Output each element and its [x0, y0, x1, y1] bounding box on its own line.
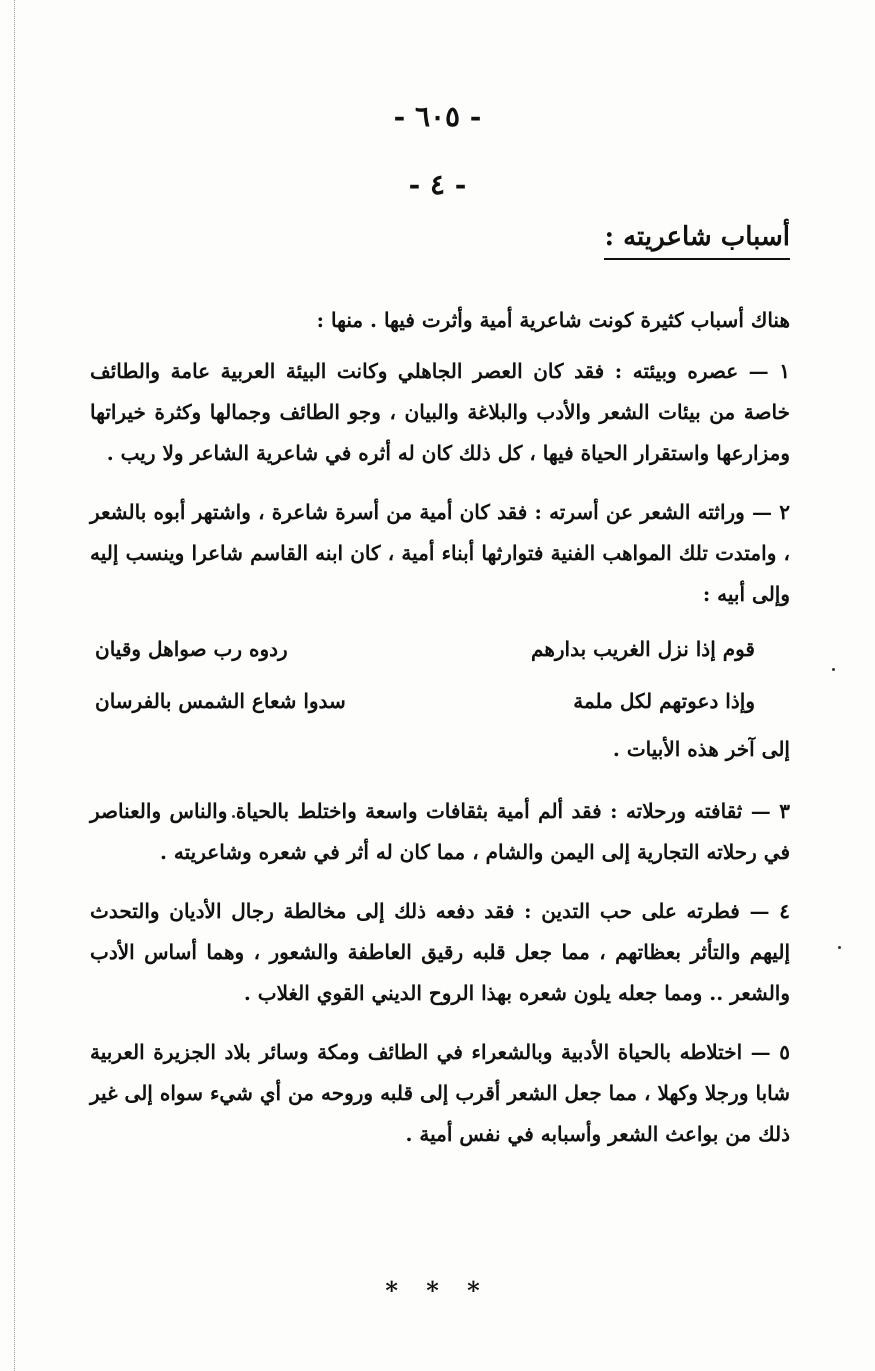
verse-second-hemistich: سدوا شعاع الشمس بالفرسان [95, 689, 346, 713]
section-heading: أسباب شاعريته : [604, 222, 790, 260]
page-number: - ٦٠٥ - [393, 100, 482, 133]
verse-second-hemistich: ردوه رب صواهل وقيان [95, 637, 288, 661]
poem-verse-1 [95, 623, 755, 675]
section-end-asterisks: * * * [385, 1276, 490, 1305]
reason-paragraph-2: ٢ — وراثته الشعر عن أسرته : فقد كان أمية من أسرة شاعرة ، واشتهر أبوه بالشعر ، وامتدت تلك المواهب الفنية فتوارثها أبناء أمية ، كان ابنه القاسم شاعرا وينسب إليه وإلى أبيه : [90, 500, 790, 606]
section-number: - ٤ - [408, 168, 467, 201]
verse-first-hemistich: قوم إذا نزل الغريب بدارهم [531, 637, 755, 661]
poem [95, 623, 790, 771]
scan-edge [0, 0, 15, 1371]
heading-container [190, 222, 790, 260]
poem-verse-2 [95, 675, 755, 727]
scan-speck [838, 946, 841, 949]
reason-paragraph-3: ٣ — ثقافته ورحلاته : فقد ألم أمية بثقافات واسعة واختلط بالحياة والناس والعناصر في رحلاته التجارية إلى اليمن والشام ، مما كان له أثر في شعره وشاعريته . [90, 799, 790, 864]
verse-first-hemistich: وإذا دعوتهم لكل ملمة [573, 689, 755, 713]
reason-paragraph-4: ٤ — فطرته على حب التدين : فقد دفعه ذلك إلى مخالطة رجال الأديان والتحدث إليهم والتأثر بعظاتهم ، مما جعل قلبه رقيق العاطفة والشعور ، وهما أساس الأدب والشعر .. ومما جعله يلون شعره بهذا الروح الديني القوي الغلاب . [90, 899, 790, 1005]
poem-tail-note: إلى آخر هذه الأبيات . [612, 737, 790, 761]
reason-paragraph-5: ٥ — اختلاطه بالحياة الأدبية وبالشعراء في الطائف ومكة وسائر بلاد الجزيرة العربية شابا ورجلا وكهلا ، مما جعل الشعر أقرب إلى قلبه وروحه من أي شيء سواه إلى غير ذلك من بواعث الشعر وأسبابه في نفس أمية . [90, 1040, 790, 1146]
intro-paragraph: هناك أسباب كثيرة كونت شاعرية أمية وأثرت فيها . منها : [316, 308, 790, 332]
reason-paragraph-1: ١ — عصره وبيئته : فقد كان العصر الجاهلي وكانت البيئة العربية عامة والطائف خاصة من بيئات الشعر والأدب والبلاغة والبيان ، وجو الطائف وجمالها وكثرة خيراتها ومزارعها واستقرار الحياة فيها ، كل ذلك كان له أثره في شاعرية الشاعر ولا ريب . [90, 359, 790, 465]
scan-speck [832, 668, 835, 671]
body-text [90, 300, 790, 1173]
